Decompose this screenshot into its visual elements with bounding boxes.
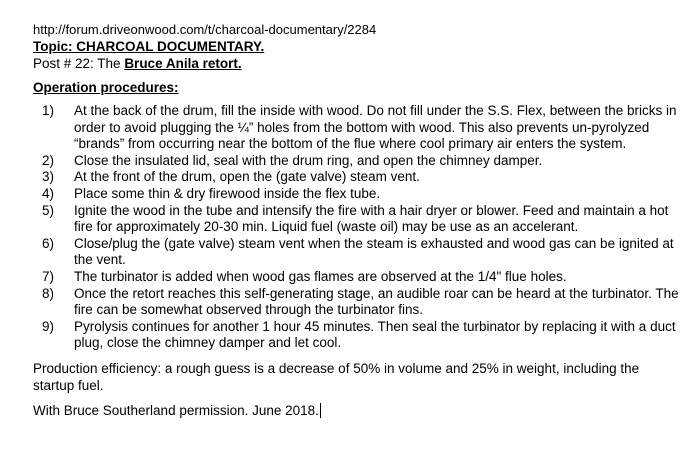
step-number: 1): [42, 103, 55, 118]
list-item: [42, 203, 680, 236]
permission-line[interactable]: [33, 402, 680, 419]
step-number: 2): [42, 152, 55, 168]
post-line: [33, 55, 680, 73]
step-text: At the front of the drum, open the (gate valve) steam vent.: [74, 169, 420, 185]
step-number: 3): [42, 169, 55, 185]
step-number: 9): [42, 318, 55, 334]
permission-text: With Bruce Southerland permission. June 2018.: [33, 402, 319, 418]
list-item: [42, 186, 680, 203]
operation-steps-list: [33, 103, 680, 352]
step-number: 4): [42, 185, 55, 201]
step-number: 6): [42, 235, 55, 251]
step-text: Close the insulated lid, seal with the drum ring, and open the chimney damper.: [74, 152, 543, 168]
source-url: http://forum.driveonwood.com/t/charcoal-documentary/2284: [33, 22, 377, 37]
step-number: 7): [42, 268, 55, 284]
step-text: At the back of the drum, fill the inside with wood. Do not fill under the S.S. Flex, between the bricks in order to avoid plugging the ¼” holes from the bottom with wood. This also prevents un-pyrolyzed “brands” from occurring near the bottom of the flue where cool primary air enters the system.: [74, 103, 677, 152]
text-cursor: [320, 403, 321, 418]
step-number: 5): [42, 202, 55, 218]
operation-heading: Operation procedures:: [33, 80, 179, 95]
topic-title: Topic: CHARCOAL DOCUMENTARY.: [33, 39, 265, 54]
list-item: [42, 286, 680, 319]
list-item: [42, 269, 680, 286]
production-efficiency: Production efficiency: a rough guess is a decrease of 50% in volume and 25% in weight, including the startup fuel.: [33, 360, 640, 393]
list-item: [42, 103, 680, 153]
list-item: [42, 319, 680, 352]
step-number: 8): [42, 285, 55, 301]
step-text: Close/plug the (gate valve) steam vent when the steam is exhausted and wood gas can be ignited at the vent.: [74, 235, 674, 268]
step-text: Place some thin & dry firewood inside the flex tube.: [74, 185, 381, 201]
step-text: Ignite the wood in the tube and intensify the fire with a hair dryer or blower. Feed and maintain a hot fire for approximately 20-30 min. Liquid fuel (waste oil) may be use as an accelerant.: [74, 202, 669, 235]
post-retort-name: Bruce Anila retort.: [124, 56, 242, 71]
step-text: The turbinator is added when wood gas flames are observed at the 1/4" flue holes.: [74, 268, 567, 284]
post-prefix: Post # 22: The: [33, 56, 125, 71]
step-text: Once the retort reaches this self-generating stage, an audible roar can be heard at the turbinator. The fire can be somewhat observed through the turbinator fins.: [74, 285, 679, 318]
list-item: [42, 236, 680, 269]
list-item: [42, 169, 680, 186]
step-text: Pyrolysis continues for another 1 hour 45 minutes. Then seal the turbinator by replacing it with a duct plug, close the chimney damper and let cool.: [74, 318, 676, 351]
list-item: [42, 153, 680, 170]
